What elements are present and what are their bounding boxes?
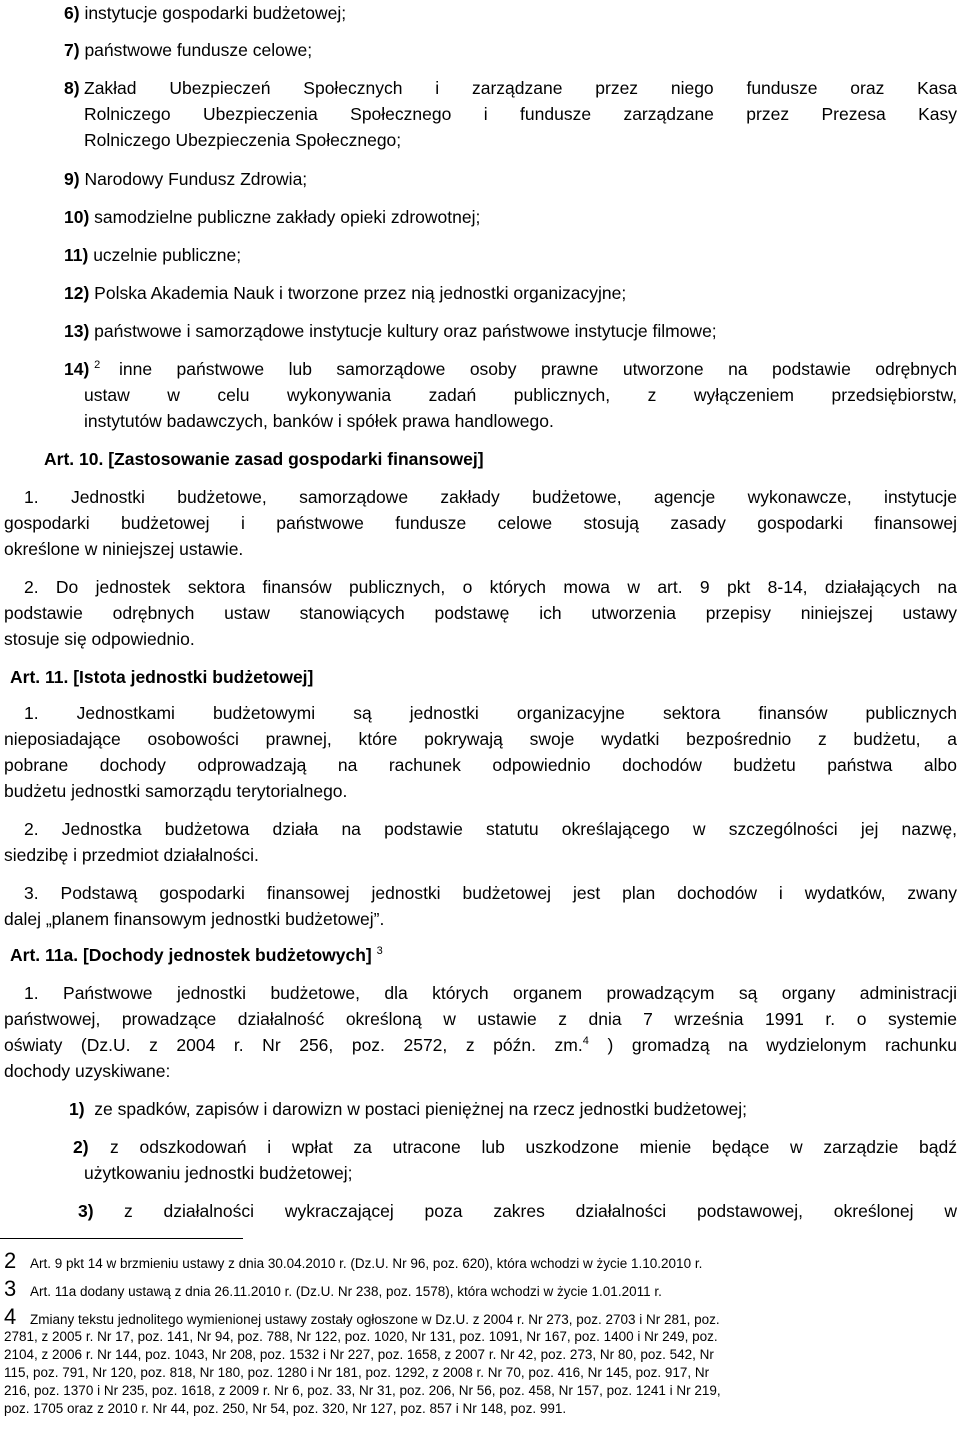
art11-p1-line2: nieposiadające osobowości prawnej, które pokrywają swoje wydatki bezpośrednio z budżetu, a xyxy=(4,729,957,749)
art11a-item-2-line1: z odszkodowań i wpłat za utracone lub uszkodzone mienie będące w zarządzie bądź xyxy=(110,1137,957,1157)
art11-p1-line3: pobrane dochody odprowadzają na rachunek odpowiednio dochodów budżetu państwa albo xyxy=(4,755,957,775)
list-item-14-num: 14) $^2$ xyxy=(64,359,101,379)
list-item-8-line1: Zakład Ubezpieczeń Społecznych i zarządzane przez niego fundusze oraz Kasa xyxy=(84,78,957,98)
footnote-4: 4 Zmiany tekstu jednolitego wymienionej ustawy zostały ogłoszone w Dz.U. z 2004 r. Nr 273, poz. 2703 i Nr 281, poz. xyxy=(4,1304,720,1329)
art11a-p1-line2: państwowej, prowadzące działalność określoną w ustawie z dnia 7 września 1991 r. o systemie xyxy=(4,1009,957,1029)
footnote-separator xyxy=(0,1238,243,1239)
list-item-9: 9) Narodowy Fundusz Zdrowia; xyxy=(64,169,308,189)
art11a-item-3-num: 3) xyxy=(78,1201,94,1221)
list-item-7: 7) państwowe fundusze celowe; xyxy=(64,40,313,60)
art11a-p1-line4: dochody uzyskiwane: xyxy=(4,1061,171,1081)
art11-p2-line1: 2. Jednostka budżetowa działa na podstawie statutu określającego w szczególności jej nazwę, xyxy=(24,819,957,839)
footnote-4-line2: 2781, z 2005 r. Nr 17, poz. 141, Nr 94, poz. 788, Nr 122, poz. 1020, Nr 131, poz. 1091, Nr 167, poz. 1400 i Nr 249, poz. xyxy=(4,1329,718,1344)
footnote-4-line6: poz. 1705 oraz z 2010 r. Nr 44, poz. 250, Nr 54, poz. 320, Nr 127, poz. 857 i Nr 148, poz. 991. xyxy=(4,1401,567,1416)
list-item-6: 6) instytucje gospodarki budżetowej; xyxy=(64,3,347,23)
art10-p2-line1: 2. Do jednostek sektora finansów publicznych, o których mowa w art. 9 pkt 8-14, działających na xyxy=(24,577,957,597)
art11a-item-2-num: 2) xyxy=(73,1137,89,1157)
list-item-12: 12) Polska Akademia Nauk i tworzone przez nią jednostki organizacyjne; xyxy=(64,283,627,303)
list-item-13: 13) państwowe i samorządowe instytucje kultury oraz państwowe instytucje filmowe; xyxy=(64,321,717,341)
list-item-8-line3: Rolniczego Ubezpieczenia Społecznego; xyxy=(84,130,402,150)
footnote-ref-3[interactable]: 3 xyxy=(376,945,383,958)
list-item-10: 10) samodzielne publiczne zakłady opieki zdrowotnej; xyxy=(64,207,481,227)
art11-p2-line2: siedzibę i przedmiot działalności. xyxy=(4,845,259,865)
art10-p1-line2: gospodarki budżetowej i państwowe fundusze celowe stosują zasady gospodarki finansowej xyxy=(4,513,957,533)
list-item-14-line2: ustaw w celu wykonywania zadań publicznych, z wyłączeniem przedsiębiorstw, xyxy=(84,385,957,405)
art10-p1-line1: 1. Jednostki budżetowe, samorządowe zakłady budżetowe, agencje wykonawcze, instytucje xyxy=(24,487,957,507)
art11a-p1-line1: 1. Państwowe jednostki budżetowe, dla których organem prowadzącym są organy administracji xyxy=(24,983,957,1003)
art10-heading: Art. 10. [Zastosowanie zasad gospodarki finansowej] xyxy=(44,449,484,469)
list-item-11: 11) uczelnie publiczne; xyxy=(64,245,242,265)
art11a-item-1: 1) ze spadków, zapisów i darowizn w postaci pieniężnej na rzecz jednostki budżetowej; xyxy=(69,1099,748,1119)
footnote-2: 2 Art. 9 pkt 14 w brzmieniu ustawy z dnia 30.04.2010 r. (Dz.U. Nr 96, poz. 620), która wchodzi w życie 1.10.2010 r. xyxy=(4,1248,703,1273)
art10-p1-line3: określone w niniejszej ustawie. xyxy=(4,539,244,559)
footnote-4-line4: 115, poz. 791, Nr 120, poz. 818, Nr 180, poz. 1280 i Nr 181, poz. 1292, z 2008 r. Nr 70, poz. 416, Nr 145, poz. 917, Nr xyxy=(4,1365,710,1380)
footnote-4-line5: 216, poz. 1370 i Nr 235, poz. 1618, z 2009 r. Nr 6, poz. 33, Nr 31, poz. 206, Nr 56, poz. 458, Nr 157, poz. 1241 i Nr 219, xyxy=(4,1383,721,1398)
art11a-heading: Art. 11a. [Dochody jednostek budżetowych] $^3$ xyxy=(10,945,383,965)
list-item-14-line3: instytutów badawczych, banków i spółek prawa handlowego. xyxy=(84,411,554,431)
footnote-ref-4[interactable]: 4 xyxy=(582,1035,589,1048)
art11-p1-line4: budżetu jednostki samorządu terytorialnego. xyxy=(4,781,348,801)
footnote-ref-2[interactable]: 2 xyxy=(94,359,101,372)
art10-p2-line2: podstawie odrębnych ustaw stanowiących podstawę ich utworzenia przepisy niniejszej ustawy xyxy=(4,603,957,623)
footnote-4-line3: 2104, z 2006 r. Nr 144, poz. 1043, Nr 208, poz. 1532 i Nr 227, poz. 1658, z 2007 r. Nr 42, poz. 273, Nr 80, poz. 542, Nr xyxy=(4,1347,714,1362)
art11a-item-3-line1: z działalności wykraczającej poza zakres działalności podstawowej, określonej w xyxy=(124,1201,957,1221)
art11a-item-2-line2: użytkowaniu jednostki budżetowej; xyxy=(84,1163,353,1183)
art11-heading: Art. 11. [Istota jednostki budżetowej] xyxy=(10,667,314,687)
art11-p3-line1: 3. Podstawą gospodarki finansowej jednostki budżetowej jest plan dochodów i wydatków, zwany xyxy=(24,883,957,903)
art11a-p1-line3: oświaty (Dz.U. z 2004 r. Nr 256, poz. 2572, z późn. zm.$^4$ ) gromadzą na wydzielonym rachunku xyxy=(4,1035,957,1055)
footnote-3: 3 Art. 11a dodany ustawą z dnia 26.11.2010 r. (Dz.U. Nr 238, poz. 1578), która wchodzi w życie 1.01.2011 r. xyxy=(4,1276,662,1301)
list-item-14-line1: inne państwowe lub samorządowe osoby prawne utworzone na podstawie odrębnych xyxy=(119,359,957,379)
art10-p2-line3: stosuje się odpowiednio. xyxy=(4,629,195,649)
art11-p3-line2: dalej „planem finansowym jednostki budżetowej”. xyxy=(4,909,385,929)
list-item-8-line2: Rolniczego Ubezpieczenia Społecznego i fundusze zarządzane przez Prezesa Kasy xyxy=(84,104,957,124)
art11-p1-line1: 1. Jednostkami budżetowymi są jednostki organizacyjne sektora finansów publicznych xyxy=(24,703,957,723)
